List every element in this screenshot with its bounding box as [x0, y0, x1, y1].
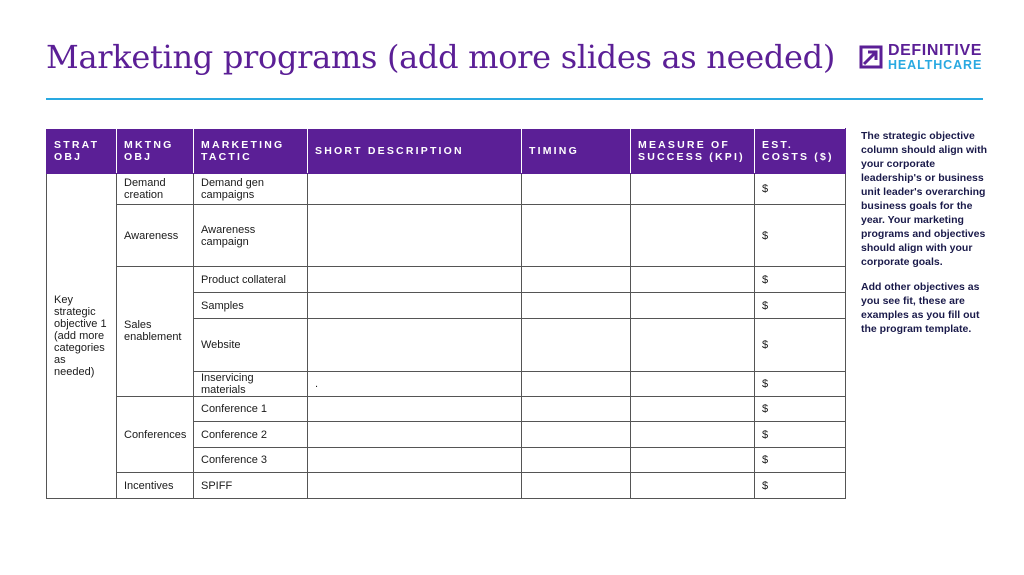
- column-header-mktng-obj: MKTNG OBJ: [117, 129, 194, 174]
- description-cell[interactable]: [308, 267, 522, 293]
- title-divider: [46, 98, 983, 100]
- table-header-row: [47, 129, 846, 174]
- column-header-kpi: MEASURE OF SUCCESS (KPI): [631, 129, 755, 174]
- logo-wordmark-top: DEFINITIVE: [888, 42, 983, 59]
- tactic-cell: Website: [194, 319, 308, 372]
- cost-cell[interactable]: $: [755, 293, 846, 319]
- description-cell[interactable]: .: [308, 372, 522, 397]
- tactic-cell: Product collateral: [194, 267, 308, 293]
- description-cell[interactable]: [308, 422, 522, 448]
- description-cell[interactable]: [308, 397, 522, 422]
- cost-cell[interactable]: $: [755, 372, 846, 397]
- cost-cell[interactable]: $: [755, 448, 846, 473]
- tactic-cell: Conference 2: [194, 422, 308, 448]
- timing-cell[interactable]: [522, 372, 631, 397]
- column-header-est-costs: EST. COSTS ($): [755, 129, 846, 174]
- table-row: [47, 473, 846, 499]
- side-notes: [861, 129, 989, 347]
- table-row: [47, 267, 846, 293]
- description-cell[interactable]: [308, 319, 522, 372]
- table-row: [47, 174, 846, 205]
- timing-cell[interactable]: [522, 267, 631, 293]
- mktng-obj-cell: Demand creation: [117, 174, 194, 205]
- column-header-short-description: SHORT DESCRIPTION: [308, 129, 522, 174]
- kpi-cell[interactable]: [631, 397, 755, 422]
- mktng-obj-cell: Incentives: [117, 473, 194, 499]
- marketing-programs-table: [46, 128, 846, 499]
- table-row: [47, 205, 846, 267]
- description-cell[interactable]: [308, 293, 522, 319]
- kpi-cell[interactable]: [631, 448, 755, 473]
- kpi-cell[interactable]: [631, 293, 755, 319]
- timing-cell[interactable]: [522, 319, 631, 372]
- cost-cell[interactable]: $: [755, 267, 846, 293]
- timing-cell[interactable]: [522, 205, 631, 267]
- kpi-cell[interactable]: [631, 205, 755, 267]
- cost-cell[interactable]: $: [755, 174, 846, 205]
- definitive-mark-icon: [859, 45, 883, 69]
- table-row: [47, 397, 846, 422]
- cost-cell[interactable]: $: [755, 397, 846, 422]
- tactic-cell: Inservicing materials: [194, 372, 308, 397]
- timing-cell[interactable]: [522, 397, 631, 422]
- description-cell[interactable]: [308, 448, 522, 473]
- column-header-timing: TIMING: [522, 129, 631, 174]
- cost-cell[interactable]: $: [755, 422, 846, 448]
- tactic-cell: Conference 1: [194, 397, 308, 422]
- timing-cell[interactable]: [522, 448, 631, 473]
- cost-cell[interactable]: $: [755, 473, 846, 499]
- column-header-marketing-tactic: MARKETING TACTIC: [194, 129, 308, 174]
- kpi-cell[interactable]: [631, 422, 755, 448]
- kpi-cell[interactable]: [631, 174, 755, 205]
- description-cell[interactable]: [308, 205, 522, 267]
- cost-cell[interactable]: $: [755, 319, 846, 372]
- tactic-cell: SPIFF: [194, 473, 308, 499]
- cost-cell[interactable]: $: [755, 205, 846, 267]
- strat-obj-cell: Key strategic objective 1 (add more categories as needed): [47, 174, 117, 499]
- tactic-cell: Awareness campaign: [194, 205, 308, 267]
- mktng-obj-cell: Sales enablement: [117, 267, 194, 397]
- tactic-cell: Samples: [194, 293, 308, 319]
- note-paragraph: The strategic objective column should align with your corporate leadership's or business unit leader's overarching business goals for the year. Your marketing programs and objectives should align with your corporate goals.: [861, 130, 987, 268]
- logo-wordmark-bottom: HEALTHCARE: [888, 58, 983, 72]
- mktng-obj-cell: Awareness: [117, 205, 194, 267]
- timing-cell[interactable]: [522, 174, 631, 205]
- tactic-cell: Demand gen campaigns: [194, 174, 308, 205]
- timing-cell[interactable]: [522, 473, 631, 499]
- note-paragraph: Add other objectives as you see fit, these are examples as you fill out the program template.: [861, 281, 980, 335]
- timing-cell[interactable]: [522, 293, 631, 319]
- timing-cell[interactable]: [522, 422, 631, 448]
- kpi-cell[interactable]: [631, 473, 755, 499]
- kpi-cell[interactable]: [631, 319, 755, 372]
- mktng-obj-cell: Conferences: [117, 397, 194, 473]
- slide-title: Marketing programs (add more slides as needed): [46, 38, 836, 76]
- tactic-cell: Conference 3: [194, 448, 308, 473]
- description-cell[interactable]: [308, 473, 522, 499]
- kpi-cell[interactable]: [631, 372, 755, 397]
- kpi-cell[interactable]: [631, 267, 755, 293]
- description-cell[interactable]: [308, 174, 522, 205]
- column-header-strat-obj: STRAT OBJ: [47, 129, 117, 174]
